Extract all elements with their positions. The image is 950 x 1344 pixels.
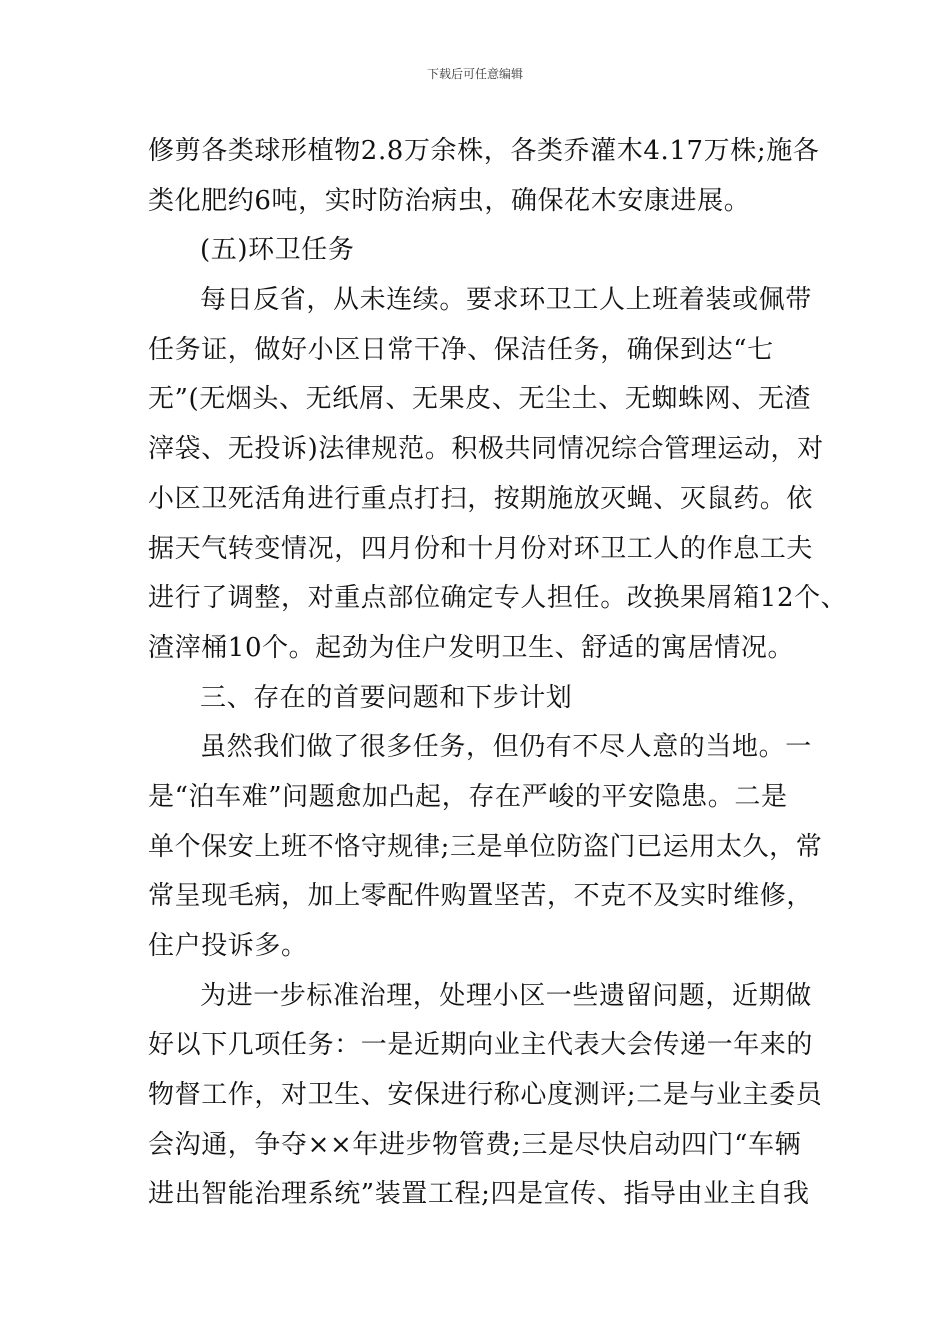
paragraph-line: 渣滓桶10个。起劲为住户发明卫生、舒适的寓居情况。 [148, 632, 795, 663]
paragraph-line: 滓袋、无投诉)法律规范。积极共同情况综合管理运动，对 [148, 434, 824, 465]
body-text [148, 127, 848, 1220]
paragraph-line: 单个保安上班不恪守规律;三是单位防盗门已运用太久，常 [148, 831, 823, 862]
paragraph-line: 进行了调整，对重点部位确定专人担任。改换果屑箱12个、 [148, 583, 848, 614]
section-heading: 三、存在的首要问题和下步计划 [200, 682, 573, 713]
paragraph-line: 是“泊车难”问题愈加凸起，存在严峻的平安隐患。二是 [148, 781, 788, 812]
paragraph-line: 任务证，做好小区日常干净、保洁任务，确保到达“七 [148, 334, 774, 365]
page-header: 下载后可任意编辑 [426, 67, 523, 81]
paragraph-line: 常呈现毛病，加上零配件购置坚苦，不克不及实时维修， [148, 881, 814, 912]
paragraph-line: 据天气转变情况，四月份和十月份对环卫工人的作息工夫 [148, 533, 814, 564]
section-heading: (五)环卫任务 [200, 235, 355, 266]
paragraph-line: 进出智能治理系统”装置工程;四是宣传、指导由业主自我 [148, 1179, 810, 1210]
paragraph-line: 为进一步标准治理，处理小区一些遗留问题，近期做 [200, 980, 812, 1011]
paragraph-line: 虽然我们做了很多任务，但仍有不尽人意的当地。一 [200, 732, 812, 763]
paragraph-line: 小区卫死活角进行重点打扫，按期施放灭蝇、灭鼠药。依 [148, 483, 814, 514]
paragraph-line: 修剪各类球形植物2.8万余株，各类乔灌木4.17万株;施各 [148, 136, 820, 166]
paragraph-line: 物督工作，对卫生、安保进行称心度测评;二是与业主委员 [148, 1080, 823, 1111]
paragraph-line: 无”(无烟头、无纸屑、无果皮、无尘土、无蜘蛛网、无渣 [148, 384, 812, 415]
paragraph-line: 会沟通，争夺××年进步物管费;三是尽快启动四门“车辆 [148, 1129, 802, 1160]
paragraph-line: 类化肥约6吨，实时防治病虫，确保花木安康进展。 [148, 185, 751, 216]
paragraph-line: 好以下几项任务：一是近期向业主代表大会传递一年来的 [148, 1030, 814, 1061]
paragraph-line: 每日反省，从未连续。要求环卫工人上班着装或佩带 [200, 285, 812, 316]
paragraph-line: 住户投诉多。 [148, 931, 308, 961]
